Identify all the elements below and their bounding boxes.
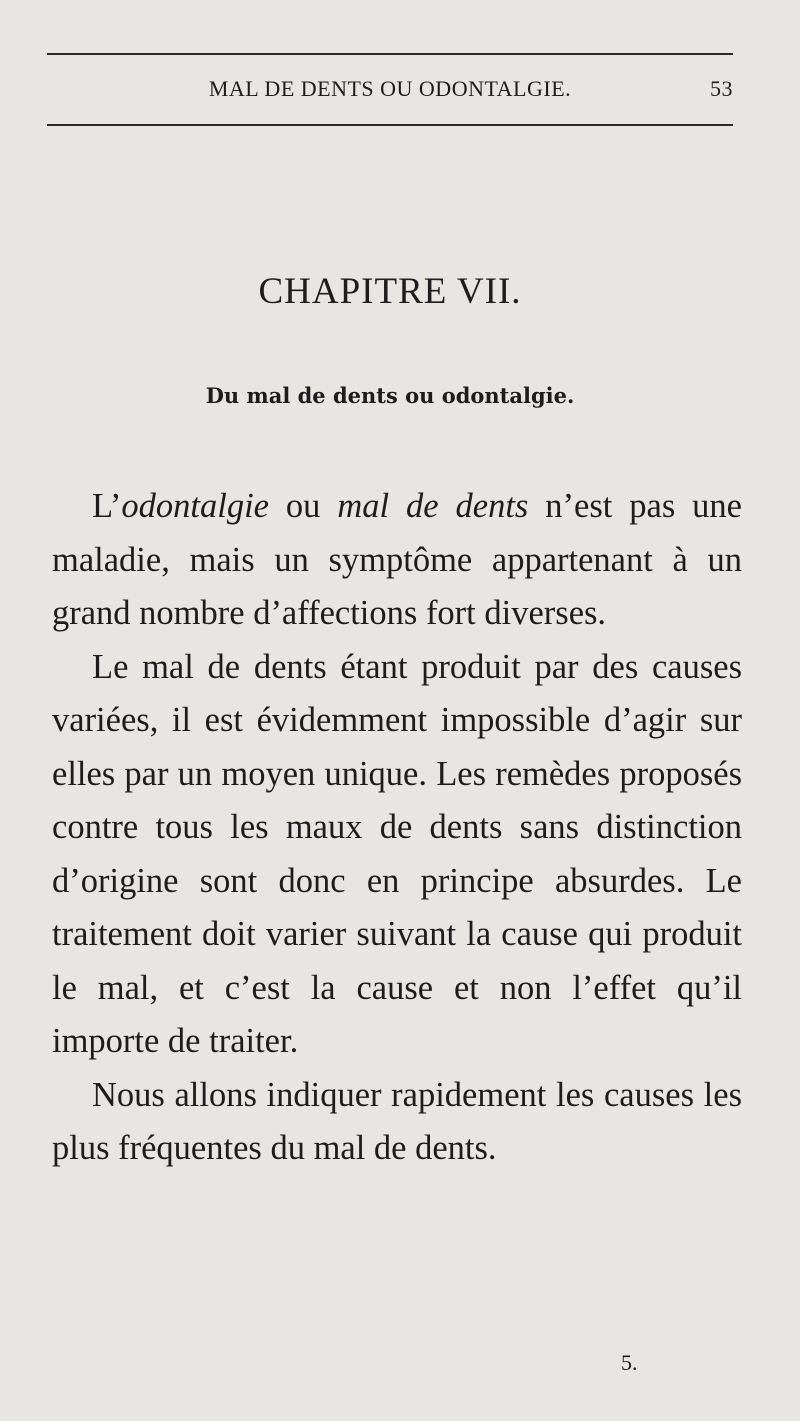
body-text xyxy=(52,480,742,1176)
running-header xyxy=(47,76,733,106)
paragraph-1-term-odontalgie: odontalgie xyxy=(121,487,269,525)
paragraph-1-text-c: n’est pas une maladie, mais un symptôme appartenant à un grand nombre d’affections fort diverses. xyxy=(52,487,742,632)
paragraph-1 xyxy=(52,480,742,641)
section-title: Du mal de dents ou odontalgie. xyxy=(205,383,575,408)
paragraph-1-text-a: L’ xyxy=(92,487,122,525)
paragraph-1-text-b: ou xyxy=(268,487,338,525)
chapter-title: CHAPITRE VII. xyxy=(258,271,522,312)
header-rule-top xyxy=(47,53,733,55)
header-rule-bottom xyxy=(47,124,733,126)
paragraph-1-term-mal-de-dents: mal de dents xyxy=(337,487,529,525)
paragraph-3: Nous allons indiquer rapidement les causes les plus fréquentes du mal de dents. xyxy=(52,1075,742,1167)
paragraph-2: Le mal de dents étant produit par des causes variées, il est évidemment impossible d’agir sur elles par un moyen unique. Les remèdes proposés contre tous les maux de dents sans distinction d’origine sont donc en principe absurdes. Le traitement doit varier suivant la cause qui produit le mal, et c’est la cause et non l’effet qu’il importe de traiter. xyxy=(52,647,742,1060)
page-number: 53 xyxy=(710,76,733,101)
signature-mark: 5. xyxy=(621,1350,638,1375)
running-title: MAL DE DENTS OU ODONTALGIE. xyxy=(208,76,572,101)
